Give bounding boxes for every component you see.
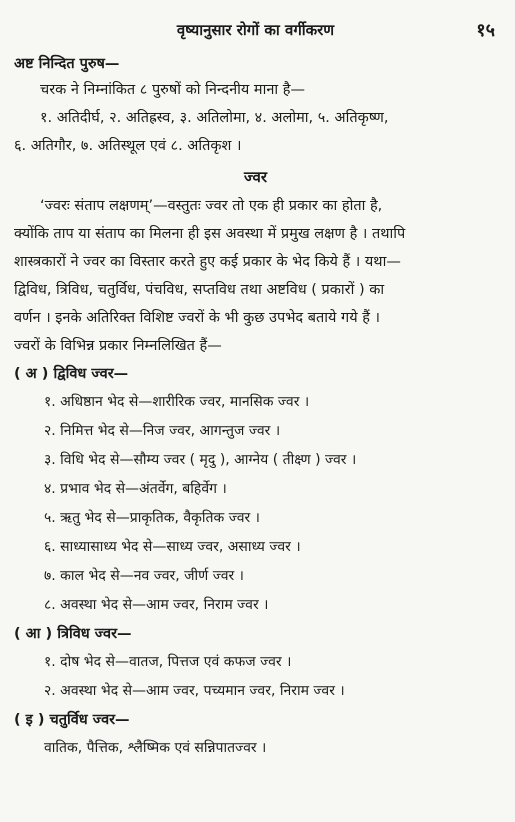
list-item: ७. काल भेद से—नव ज्वर, जीर्ण ज्वर । <box>44 568 244 584</box>
jwar-paragraph-line-1: ‘ज्वरः संताप लक्षणम्’—वस्तुतः ज्वर तो एक ही प्रकार का होता है, <box>40 198 383 214</box>
dvividh-jwar-list <box>14 388 497 620</box>
list-item: २. निमित्त भेद से—निज ज्वर, आगन्तुज ज्वर । <box>44 423 281 439</box>
section-heading-ninditpurush: अष्ट निन्दित पुरुष— <box>14 56 120 72</box>
dvividh-jwar-heading: ( अ ) द्विविध ज्वर— <box>14 366 129 382</box>
list-item: ८. अवस्था भेद से—आम ज्वर, निराम ज्वर । <box>44 597 269 613</box>
chaturvidh-jwar-heading: ( इ ) चतुर्विध ज्वर— <box>14 712 130 728</box>
trividh-jwar-heading: ( आ ) त्रिविध ज्वर— <box>14 626 132 642</box>
jwar-paragraph-line-2: क्योंकि ताप या संताप का मिलना ही इस अवस्था में प्रमुख लक्षण है । तथापि <box>14 226 406 242</box>
jwar-paragraph-line-3: शास्त्रकारों ने ज्वर का विस्तार करते हुए कई प्रकार के भेद किये हैं । यथा— <box>14 254 401 270</box>
list-item: ३. विधि भेद से—सौम्य ज्वर ( मृदु ), आग्नेय ( तीक्ष्ण ) ज्वर । <box>44 452 357 468</box>
list-item: ४. प्रभाव भेद से—अंतर्वेग, बहिर्वेग । <box>44 481 227 497</box>
list-item: १. दोष भेद से—वातज, पित्तज एवं कफज ज्वर । <box>44 654 292 670</box>
list-item: २. अवस्था भेद से—आम ज्वर, पच्यमान ज्वर, निराम ज्वर । <box>44 683 345 699</box>
jwar-paragraph-line-5: वर्णन । इनके अतिरिक्त विशिष्ट ज्वरों के भी कुछ उपभेद बताये गये हैं । <box>14 310 381 326</box>
list-item: ६. साध्यासाध्य भेद से—साध्य ज्वर, असाध्य ज्वर । <box>44 539 301 555</box>
intro-paragraph: चरक ने निम्नांकित ८ पुरुषों को निन्दनीय माना है— <box>40 82 305 98</box>
jwar-paragraph-line-6: ज्वरों के विभिन्न प्रकार निम्नलिखित हैं— <box>14 338 222 354</box>
running-header <box>14 18 497 46</box>
trividh-jwar-list <box>14 648 497 706</box>
ninditpurush-list-line-2: ६. अतिगौर, ७. अतिस्थूल एवं ८. अतिकृश । <box>14 138 242 154</box>
running-title: वृष्यानुसार रोगों का वर्गीकरण <box>176 21 335 39</box>
jwar-paragraph-line-4: द्विविध, त्रिविध, चतुर्विध, पंचविध, सप्तविध तथा अष्टविध ( प्रकारों ) का <box>14 282 385 298</box>
ninditpurush-list-line-1: १. अतिदीर्घ, २. अतिह्रस्व, ३. अतिलोमा, ४. अलोमा, ५. अतिकृष्ण, <box>40 110 389 126</box>
page-number: १५ <box>476 20 495 41</box>
list-item: १. अधिष्ठान भेद से—शारीरिक ज्वर, मानसिक ज्वर । <box>44 394 310 410</box>
jwar-heading: ज्वर <box>243 168 268 186</box>
chaturvidh-jwar-text: वातिक, पैत्तिक, श्लैष्मिक एवं सन्निपातज्वर । <box>44 740 267 756</box>
list-item: ५. ऋतु भेद से—प्राकृतिक, वैकृतिक ज्वर । <box>44 510 260 526</box>
